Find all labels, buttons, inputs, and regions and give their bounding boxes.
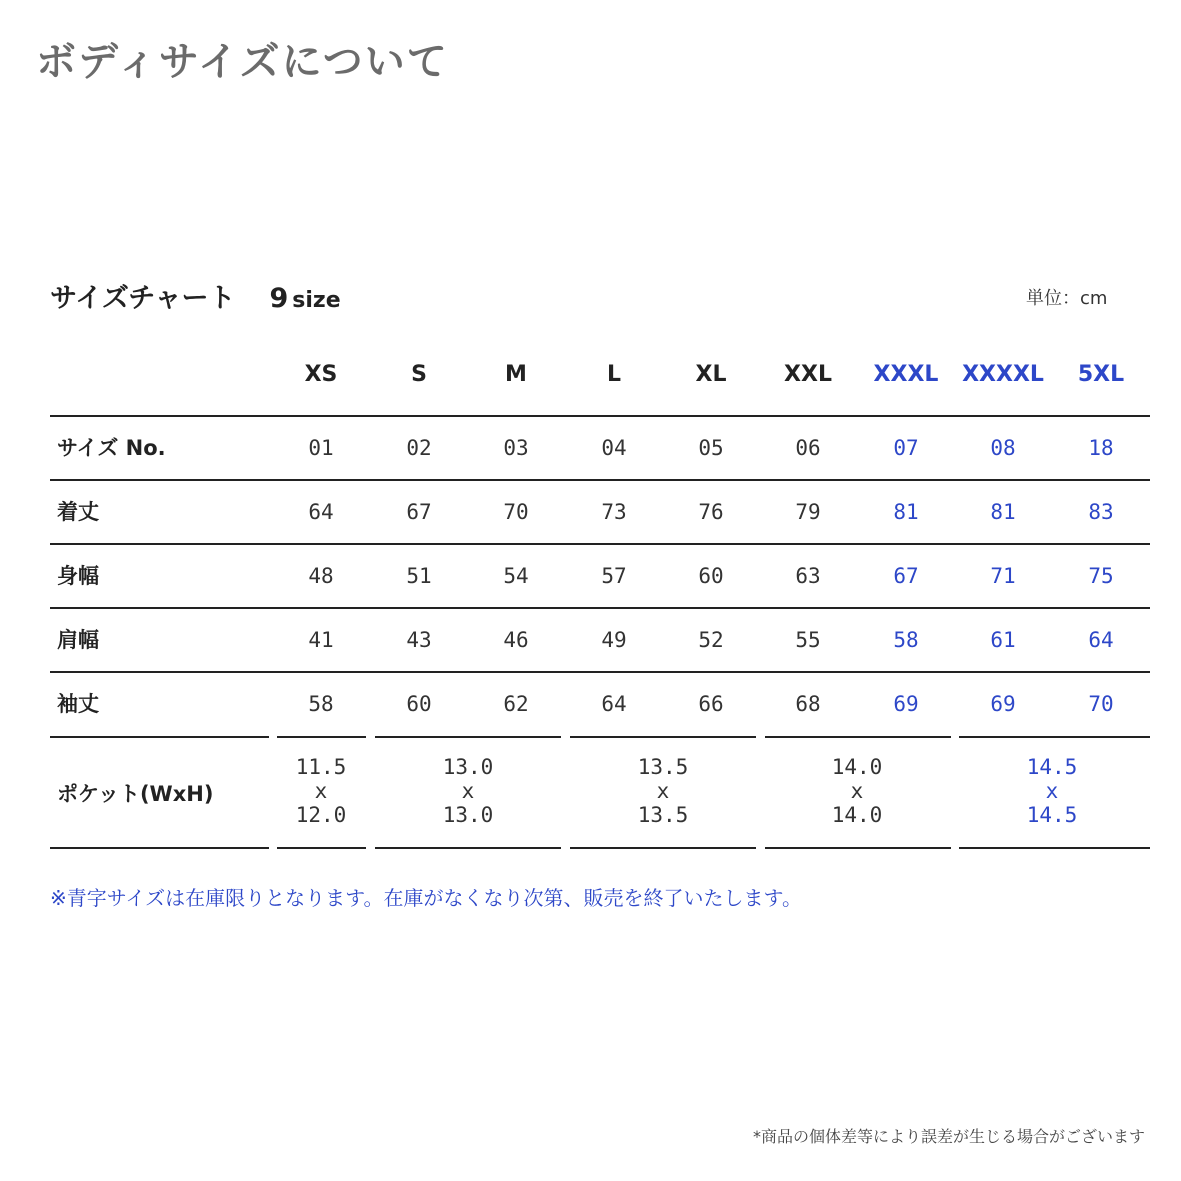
pocket-times: x bbox=[850, 779, 864, 803]
table-divider bbox=[50, 736, 269, 738]
table-cell: 06 bbox=[795, 436, 821, 460]
table-cell: 64 bbox=[601, 692, 627, 716]
pocket-height: 14.0 bbox=[831, 803, 883, 827]
pocket-times: x bbox=[656, 779, 670, 803]
row-label: 袖丈 bbox=[57, 692, 99, 716]
table-cell: 61 bbox=[990, 628, 1016, 652]
table-cell: 66 bbox=[698, 692, 724, 716]
size-header-xl: XL bbox=[695, 362, 727, 387]
table-cell: 05 bbox=[698, 436, 724, 460]
size-header-s: S bbox=[411, 362, 427, 387]
table-cell: 67 bbox=[893, 564, 919, 588]
pocket-cell bbox=[954, 755, 1150, 827]
pocket-cell bbox=[370, 755, 566, 827]
table-cell: 48 bbox=[308, 564, 334, 588]
size-header-m: M bbox=[505, 362, 527, 387]
table-divider bbox=[277, 736, 366, 738]
size-header-l: L bbox=[606, 362, 622, 387]
table-cell: 43 bbox=[406, 628, 432, 652]
chart-title bbox=[50, 276, 341, 315]
row-label: 肩幅 bbox=[57, 628, 99, 652]
table-cell: 41 bbox=[308, 628, 334, 652]
row-label: 身幅 bbox=[57, 564, 99, 588]
size-header-row bbox=[0, 362, 1181, 402]
chart-title-label: サイズチャート bbox=[50, 283, 236, 314]
table-row-pocket bbox=[0, 739, 1181, 849]
size-header-xxxxl: XXXXL bbox=[962, 362, 1044, 387]
table-cell: 63 bbox=[795, 564, 821, 588]
table-cell: 70 bbox=[1088, 692, 1114, 716]
table-cell: 51 bbox=[406, 564, 432, 588]
table-cell: 18 bbox=[1088, 436, 1114, 460]
pocket-height: 14.5 bbox=[1026, 803, 1078, 827]
pocket-times: x bbox=[1045, 779, 1059, 803]
pocket-width: 11.5 bbox=[295, 755, 347, 779]
disclaimer: *商品の個体差等により誤差が生じる場合がございます bbox=[752, 1127, 1145, 1146]
size-count: 9 bbox=[269, 283, 289, 314]
table-cell: 81 bbox=[893, 500, 919, 524]
table-cell: 08 bbox=[990, 436, 1016, 460]
table-cell: 03 bbox=[503, 436, 529, 460]
table-cell: 70 bbox=[503, 500, 529, 524]
table-cell: 57 bbox=[601, 564, 627, 588]
table-cell: 58 bbox=[893, 628, 919, 652]
pocket-times: x bbox=[314, 779, 328, 803]
stock-note: ※青字サイズは在庫限りとなります。在庫がなくなり次第、販売を終了いたします。 bbox=[50, 886, 802, 910]
table-cell: 75 bbox=[1088, 564, 1114, 588]
size-header-xs: XS bbox=[304, 362, 338, 387]
table-cell: 69 bbox=[893, 692, 919, 716]
table-cell: 04 bbox=[601, 436, 627, 460]
pocket-height: 12.0 bbox=[295, 803, 347, 827]
size-header-5xl: 5XL bbox=[1077, 362, 1125, 387]
pocket-width: 14.5 bbox=[1026, 755, 1078, 779]
pocket-width: 13.5 bbox=[637, 755, 689, 779]
table-cell: 67 bbox=[406, 500, 432, 524]
pocket-cell bbox=[759, 755, 955, 827]
table-row-shoulder-width bbox=[0, 608, 1181, 672]
table-cell: 55 bbox=[795, 628, 821, 652]
page-title: ボディサイズについて bbox=[36, 39, 449, 85]
table-cell: 52 bbox=[698, 628, 724, 652]
table-cell: 76 bbox=[698, 500, 724, 524]
row-label: サイズ No. bbox=[57, 436, 166, 460]
table-cell: 64 bbox=[1088, 628, 1114, 652]
table-cell: 01 bbox=[308, 436, 334, 460]
table-divider bbox=[959, 736, 1150, 738]
size-header-xxl: XXL bbox=[784, 362, 832, 387]
table-cell: 83 bbox=[1088, 500, 1114, 524]
table-divider bbox=[570, 736, 756, 738]
table-row-chest-width bbox=[0, 544, 1181, 608]
table-row-sleeve-length bbox=[0, 672, 1181, 736]
row-label: 着丈 bbox=[57, 500, 99, 524]
pocket-width: 13.0 bbox=[442, 755, 494, 779]
pocket-cell bbox=[272, 755, 370, 827]
table-cell: 58 bbox=[308, 692, 334, 716]
table-row-size-number bbox=[0, 416, 1181, 480]
pocket-width: 14.0 bbox=[831, 755, 883, 779]
table-cell: 71 bbox=[990, 564, 1016, 588]
table-cell: 68 bbox=[795, 692, 821, 716]
table-cell: 62 bbox=[503, 692, 529, 716]
table-cell: 81 bbox=[990, 500, 1016, 524]
table-cell: 73 bbox=[601, 500, 627, 524]
size-header-xxxl: XXXL bbox=[873, 362, 939, 387]
pocket-cell bbox=[565, 755, 761, 827]
table-divider bbox=[375, 736, 561, 738]
table-cell: 49 bbox=[601, 628, 627, 652]
table-cell: 69 bbox=[990, 692, 1016, 716]
unit-label: 単位：cm bbox=[1026, 288, 1108, 309]
table-cell: 60 bbox=[406, 692, 432, 716]
table-cell: 79 bbox=[795, 500, 821, 524]
table-cell: 64 bbox=[308, 500, 334, 524]
pocket-times: x bbox=[461, 779, 475, 803]
table-cell: 60 bbox=[698, 564, 724, 588]
pocket-height: 13.0 bbox=[442, 803, 494, 827]
table-cell: 54 bbox=[503, 564, 529, 588]
size-word: size bbox=[292, 288, 341, 313]
table-divider bbox=[765, 736, 951, 738]
row-label: ポケット(WxH) bbox=[57, 782, 214, 806]
pocket-height: 13.5 bbox=[637, 803, 689, 827]
table-cell: 02 bbox=[406, 436, 432, 460]
table-row-length bbox=[0, 480, 1181, 544]
table-cell: 07 bbox=[893, 436, 919, 460]
table-cell: 46 bbox=[503, 628, 529, 652]
